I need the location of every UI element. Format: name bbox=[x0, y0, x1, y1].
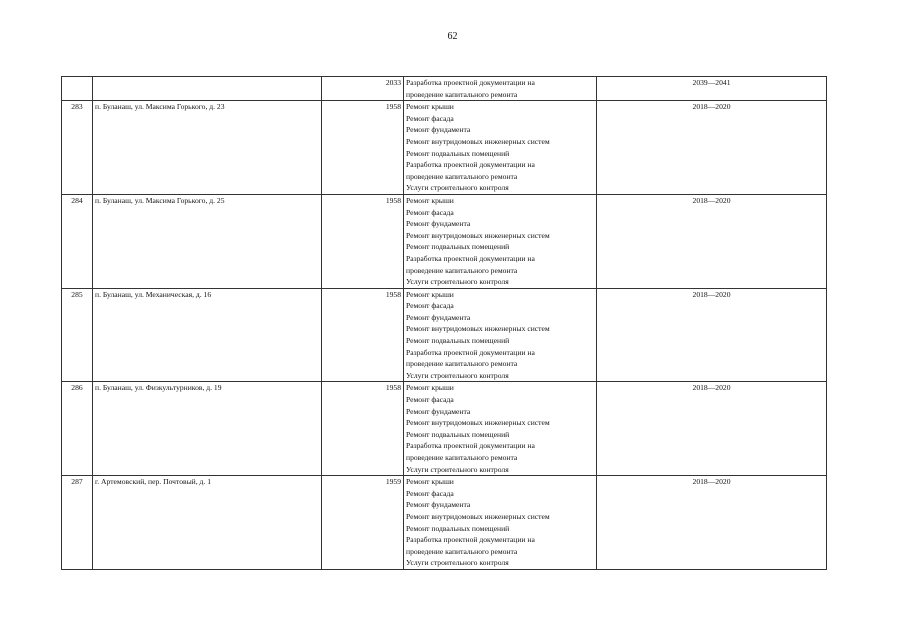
work-item: Ремонт внутридомовых инженерных систем bbox=[406, 511, 550, 521]
work-item: Услуги строительного контроля bbox=[406, 558, 509, 568]
repair-schedule-table bbox=[61, 76, 827, 570]
table-row bbox=[62, 288, 827, 382]
works-cell bbox=[404, 194, 597, 288]
work-item: Ремонт фасада bbox=[406, 113, 454, 123]
address-cell: п. Буланаш, ул. Физкультурников, д. 19 bbox=[93, 382, 322, 476]
works-cell bbox=[404, 476, 597, 570]
work-item: Ремонт фасада bbox=[406, 395, 454, 405]
work-item: Ремонт внутридомовых инженерных систем bbox=[406, 230, 550, 240]
work-item: проведение капитального ремонта bbox=[406, 546, 518, 556]
work-item: Ремонт фундамента bbox=[406, 312, 471, 322]
table-body bbox=[62, 77, 827, 570]
work-item: Ремонт подвальных помещений bbox=[406, 242, 510, 252]
work-item: проведение капитального ремонта bbox=[406, 171, 518, 181]
work-item: Услуги строительного контроля bbox=[406, 464, 509, 474]
work-item: Ремонт подвальных помещений bbox=[406, 523, 510, 533]
work-item: Ремонт крыши bbox=[406, 477, 454, 487]
work-item: Ремонт фасада bbox=[406, 301, 454, 311]
work-item: Услуги строительного контроля bbox=[406, 183, 509, 193]
table-row bbox=[62, 382, 827, 476]
work-item: Ремонт фундамента bbox=[406, 500, 471, 510]
period-cell: 2018—2020 bbox=[597, 382, 827, 476]
year-cell: 1958 bbox=[322, 194, 404, 288]
table-row bbox=[62, 101, 827, 195]
work-item: Разработка проектной документации на bbox=[406, 78, 535, 87]
period-cell: 2018—2020 bbox=[597, 476, 827, 570]
year-cell: 1958 bbox=[322, 101, 404, 195]
period-cell: 2039—2041 bbox=[597, 77, 827, 101]
works-cell bbox=[404, 382, 597, 476]
work-item: Разработка проектной документации на bbox=[406, 160, 535, 170]
row-number-cell: 286 bbox=[62, 382, 93, 476]
works-cell bbox=[404, 77, 597, 101]
work-item: Ремонт крыши bbox=[406, 102, 454, 112]
row-number-cell bbox=[62, 77, 93, 101]
address-cell bbox=[93, 77, 322, 101]
work-item: Ремонт подвальных помещений bbox=[406, 429, 510, 439]
work-item: Ремонт внутридомовых инженерных систем bbox=[406, 324, 550, 334]
work-item: Разработка проектной документации на bbox=[406, 535, 535, 545]
table-row bbox=[62, 476, 827, 570]
work-item: Разработка проектной документации на bbox=[406, 347, 535, 357]
period-cell: 2018—2020 bbox=[597, 194, 827, 288]
row-number-cell: 284 bbox=[62, 194, 93, 288]
work-item: проведение капитального ремонта bbox=[406, 359, 518, 369]
address-cell: п. Буланаш, ул. Максима Горького, д. 25 bbox=[93, 194, 322, 288]
work-item: Ремонт крыши bbox=[406, 195, 454, 205]
row-number-cell: 283 bbox=[62, 101, 93, 195]
row-number-cell: 287 bbox=[62, 476, 93, 570]
year-cell: 2033 bbox=[322, 77, 404, 101]
period-cell: 2018—2020 bbox=[597, 288, 827, 382]
work-item: проведение капитального ремонта bbox=[406, 453, 518, 462]
period-cell: 2018—2020 bbox=[597, 101, 827, 195]
year-cell: 1959 bbox=[322, 476, 404, 570]
work-item: Ремонт фундамента bbox=[406, 406, 471, 416]
work-item: Ремонт фундамента bbox=[406, 219, 471, 229]
address-cell: г. Артемовский, пер. Почтовый, д. 1 bbox=[93, 476, 322, 570]
works-cell bbox=[404, 288, 597, 382]
work-item: Ремонт крыши bbox=[406, 383, 454, 393]
work-item: проведение капитального ремонта bbox=[406, 265, 518, 275]
work-item: Разработка проектной документации на bbox=[406, 253, 535, 263]
year-cell: 1958 bbox=[322, 382, 404, 476]
address-cell: п. Буланаш, ул. Механическая, д. 16 bbox=[93, 288, 322, 382]
work-item: Услуги строительного контроля bbox=[406, 370, 509, 380]
work-item: Ремонт внутридомовых инженерных систем bbox=[406, 418, 550, 428]
table-row-continuation bbox=[62, 77, 827, 101]
work-item: Услуги строительного контроля bbox=[406, 277, 509, 287]
work-item: Ремонт фасада bbox=[406, 207, 454, 217]
row-number-cell: 285 bbox=[62, 288, 93, 382]
work-item: Ремонт подвальных помещений bbox=[406, 148, 510, 158]
work-item: проведение капитального ремонта bbox=[406, 89, 518, 99]
work-item: Ремонт фасада bbox=[406, 488, 454, 498]
address-cell: п. Буланаш, ул. Максима Горького, д. 23 bbox=[93, 101, 322, 195]
work-item: Ремонт внутридомовых инженерных систем bbox=[406, 136, 550, 146]
work-item: Ремонт подвальных помещений bbox=[406, 336, 510, 346]
work-item: Разработка проектной документации на bbox=[406, 441, 535, 451]
page-number: 62 bbox=[447, 31, 458, 42]
year-cell: 1958 bbox=[322, 288, 404, 382]
work-item: Ремонт фундамента bbox=[406, 125, 471, 135]
works-cell bbox=[404, 101, 597, 195]
table-row bbox=[62, 194, 827, 288]
work-item: Ремонт крыши bbox=[406, 289, 454, 299]
